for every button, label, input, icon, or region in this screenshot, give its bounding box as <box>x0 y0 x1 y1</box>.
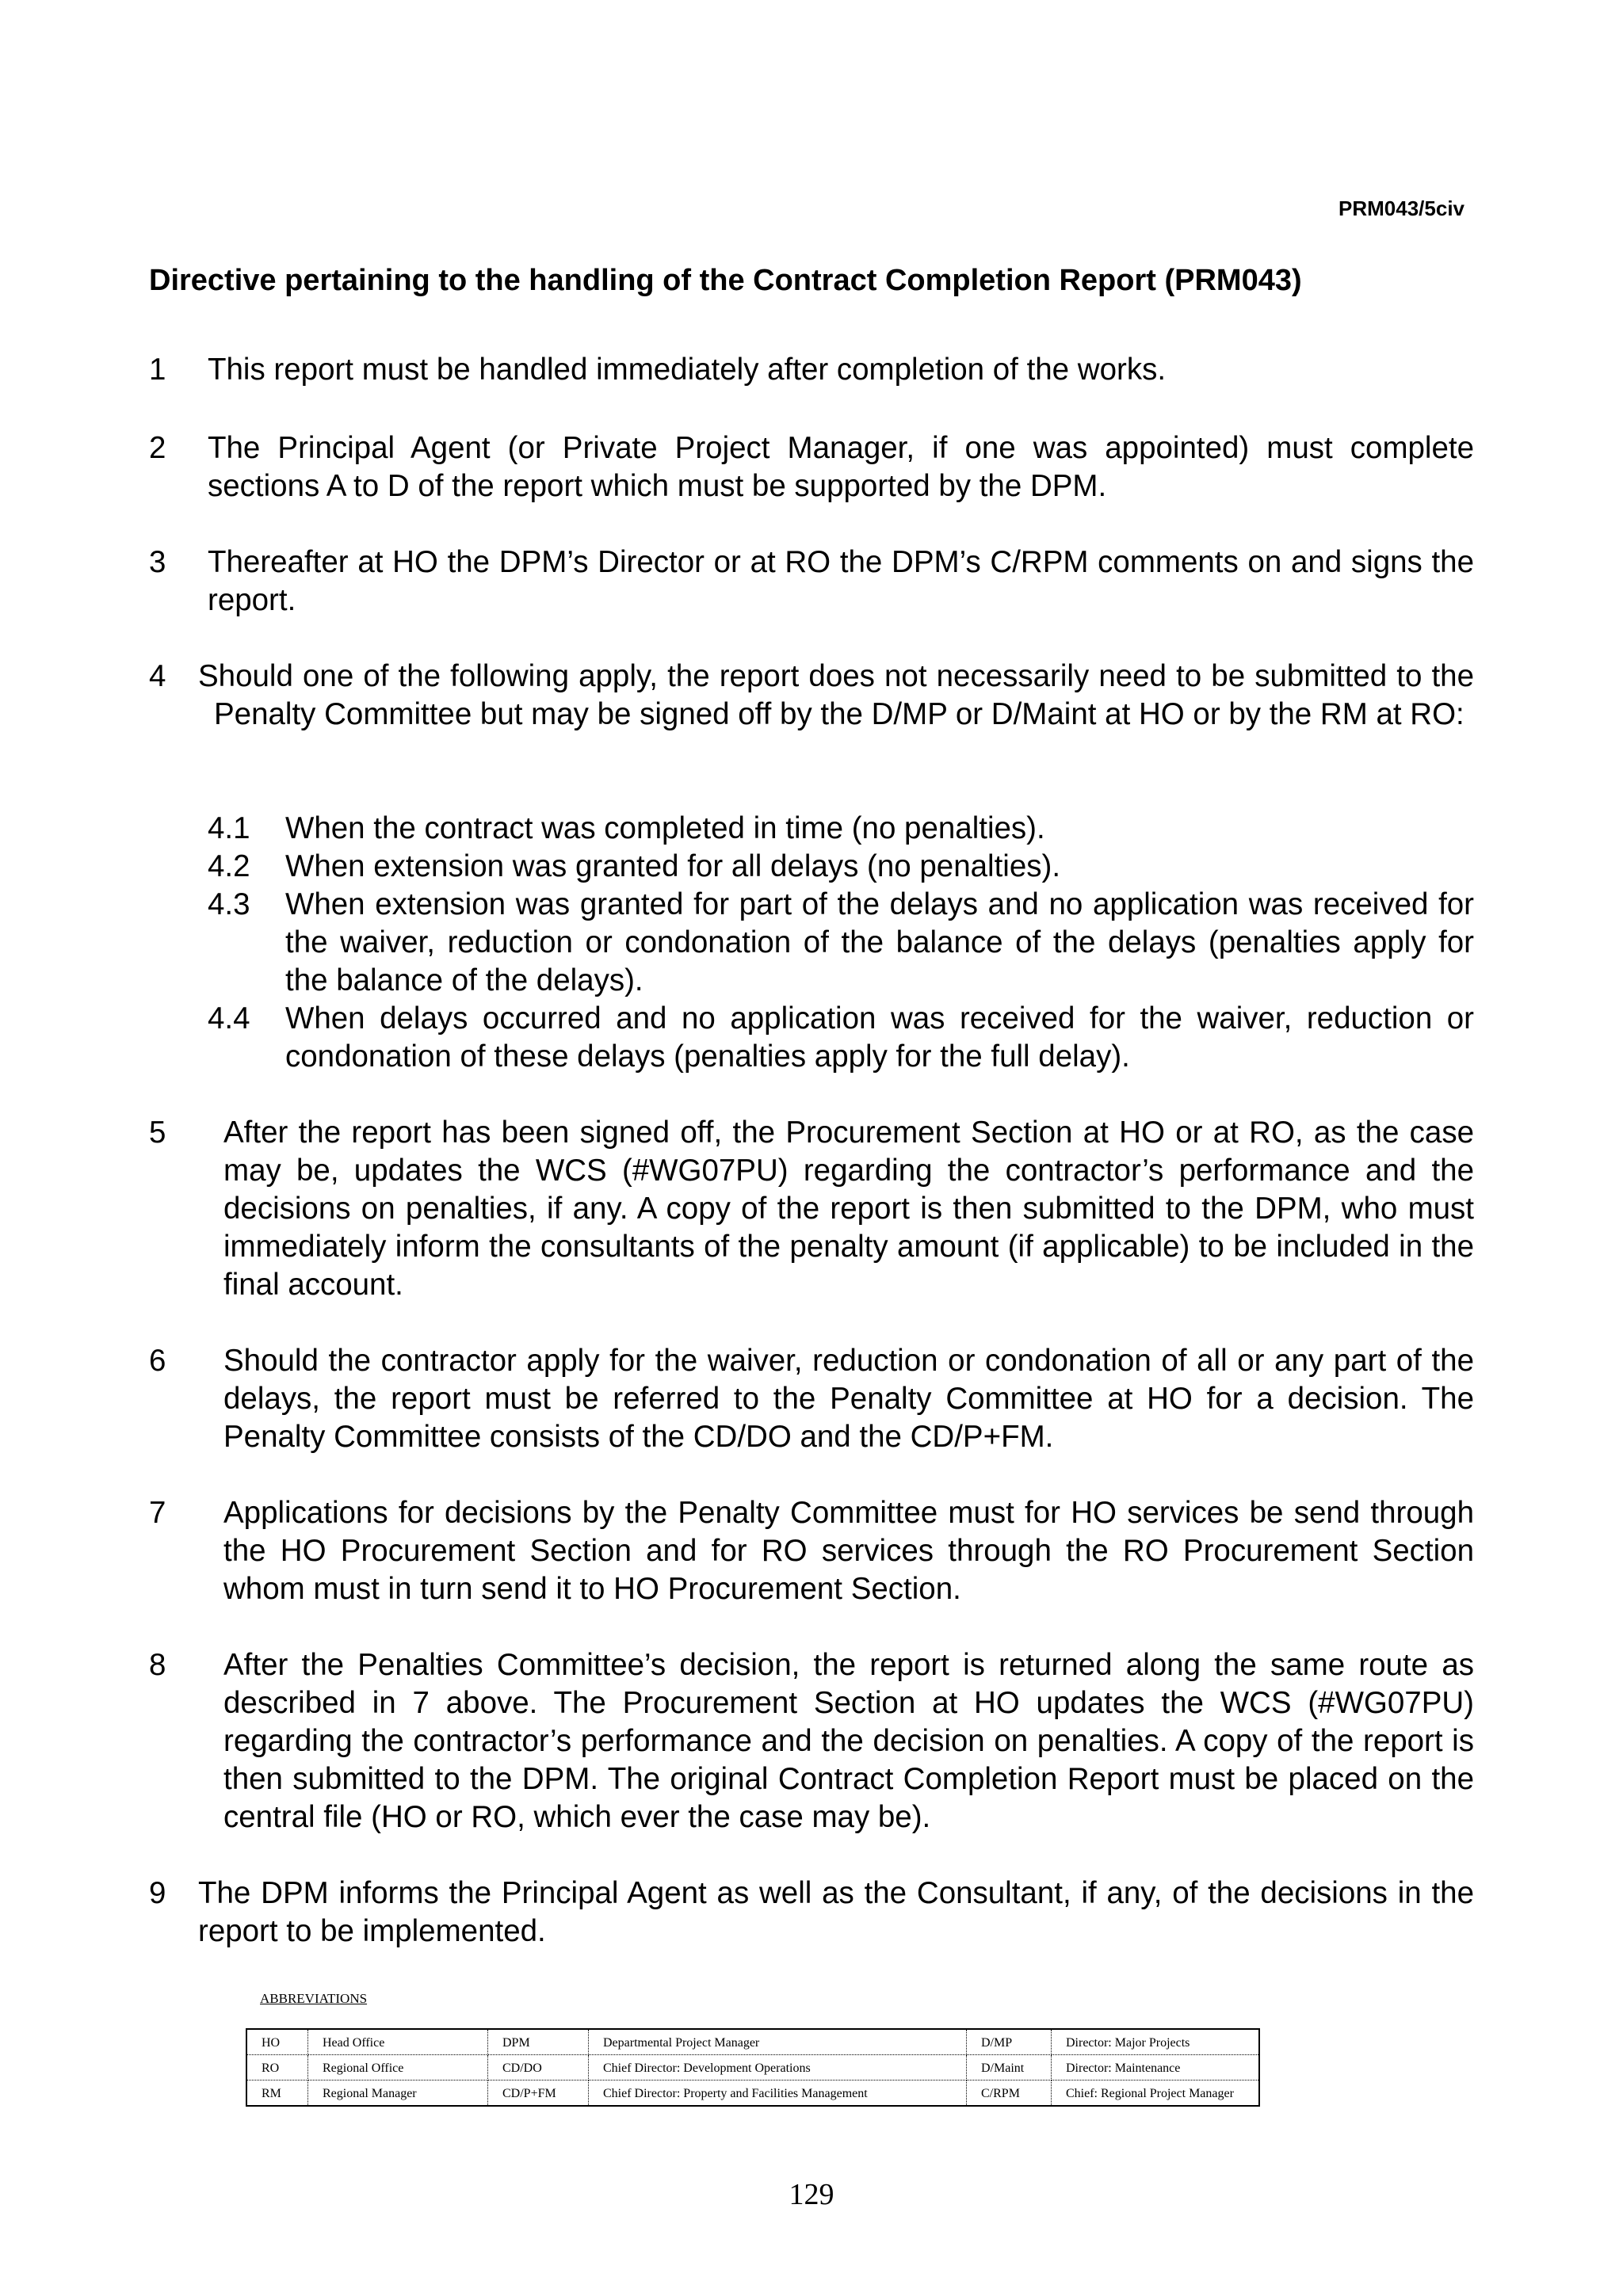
paragraph-text: After the Penalties Committee’s decision, the report is returned along the same route as described in 7 above. The Procurement Section at HO updates the WCS (#WG07PU) regarding the contractor’s performance and the decision on penalties. A copy of the report is then submitted to the DPM. The original Contract Completion Report must be placed on the central file (HO or RO, which ever the case may be). <box>223 1648 1474 1834</box>
meaning-cell: Head Office <box>308 2029 488 2055</box>
meaning-cell: Regional Manager <box>308 2081 488 2107</box>
sub-item-text: When delays occurred and no application was received for the waiver, reduction or condonation of these delays (penalties apply for the full delay). <box>285 1001 1474 1074</box>
sub-item-4-4 <box>208 1000 1474 1076</box>
sub-item-4-1 <box>208 810 1474 848</box>
paragraph-text: The Principal Agent (or Private Project Manager, if one was appointed) must complete sections A to D of the report which must be supported by the DPM. <box>208 431 1474 503</box>
paragraph-text: This report must be handled immediately after completion of the works. <box>208 353 1167 387</box>
meaning-cell: Chief Director: Development Operations <box>589 2055 967 2081</box>
paragraph-text: After the report has been signed off, the Procurement Section at HO or at RO, as the case may be, updates the WCS (#WG07PU) regarding the contractor’s performance and the decisions on penalties, if any. A copy of the report is then submitted to the DPM, who must immediately inform the consultants of the penalty amount (if applicable) to be included in the final account. <box>223 1116 1474 1302</box>
abbreviation-cell: D/Maint <box>967 2055 1052 2081</box>
meaning-cell: Director: Major Projects <box>1052 2029 1260 2055</box>
abbreviations-table <box>246 2028 1260 2107</box>
table-row <box>246 2081 1259 2107</box>
sub-item-number: 4.2 <box>208 849 250 883</box>
sub-item-text: When extension was granted for part of the delays and no application was received for the waiver, reduction or condonation of the balance of the delays (penalties apply for the balance of the delays). <box>285 887 1474 997</box>
page-number: 129 <box>789 2178 834 2211</box>
abbreviations-title: ABBREVIATIONS <box>260 1991 368 2006</box>
paragraph-8 <box>149 1646 1474 1836</box>
table-row <box>246 2055 1259 2081</box>
paragraph-text: Thereafter at HO the DPM’s Director or at RO the DPM’s C/RPM comments on and signs the report. <box>208 545 1474 617</box>
sub-item-number: 4.1 <box>208 811 250 845</box>
paragraph-9 <box>149 1875 1474 1951</box>
paragraph-6 <box>149 1342 1474 1456</box>
abbreviation-cell: RM <box>246 2081 308 2107</box>
sub-item-number: 4.4 <box>208 1001 250 1035</box>
sub-item-text: When extension was granted for all delays (no penalties). <box>285 849 1061 883</box>
abbreviation-cell: D/MP <box>967 2029 1052 2055</box>
paragraph-text: Should one of the following apply, the report does not necessarily need to be submitted to the Penalty Committee but may be signed off by the D/MP or D/Maint at HO or by the RM at RO: <box>198 659 1474 731</box>
paragraph-1 <box>149 351 1474 389</box>
paragraph-number: 8 <box>149 1648 166 1682</box>
meaning-cell: Departmental Project Manager <box>589 2029 967 2055</box>
paragraph-2 <box>149 429 1474 505</box>
paragraph-7 <box>149 1494 1474 1608</box>
meaning-cell: Chief: Regional Project Manager <box>1066 2086 1234 2100</box>
document-reference: PRM043/5civ <box>1338 196 1465 220</box>
sub-item-text: When the contract was completed in time (no penalties). <box>285 811 1045 845</box>
paragraph-number: 7 <box>149 1496 166 1530</box>
abbreviation-cell: DPM <box>488 2029 589 2055</box>
meaning-cell: Chief Director: Property and Facilities Management <box>589 2081 967 2107</box>
meaning-cell: Regional Office <box>308 2055 488 2081</box>
sub-item-number: 4.3 <box>208 887 250 921</box>
paragraph-text: Applications for decisions by the Penalty Committee must for HO services be send through the HO Procurement Section and for RO services through the RO Procurement Section whom must in turn send it to HO Procurement Section. <box>223 1496 1474 1606</box>
abbreviation-cell: CD/DO <box>488 2055 589 2081</box>
table-row <box>246 2029 1259 2055</box>
paragraph-number: 2 <box>149 431 166 465</box>
paragraph-number: 3 <box>149 545 166 579</box>
paragraph-5 <box>149 1114 1474 1304</box>
paragraph-3 <box>149 543 1474 620</box>
paragraph-text: Should the contractor apply for the waiver, reduction or condonation of all or any part of the delays, the report must be referred to the Penalty Committee at HO for a decision. The Penalty Committee consists of the CD/DO and the CD/P+FM. <box>223 1344 1474 1454</box>
abbreviation-cell: C/RPM <box>967 2081 1052 2107</box>
sub-item-4-3 <box>208 886 1474 1000</box>
paragraph-number: 1 <box>149 353 166 387</box>
paragraph-number: 6 <box>149 1344 166 1378</box>
paragraph-number: 9 <box>149 1876 166 1910</box>
meaning-cell: Director: Maintenance <box>1052 2055 1260 2081</box>
paragraph-4 <box>149 658 1474 734</box>
abbreviation-cell: RO <box>246 2055 308 2081</box>
paragraph-number: 4 <box>149 659 166 693</box>
sub-item-4-2 <box>208 848 1474 886</box>
abbreviation-cell: HO <box>246 2029 308 2055</box>
document-title: Directive pertaining to the handling of the Contract Completion Report (PRM043) <box>149 264 1302 297</box>
abbreviation-cell: CD/P+FM <box>488 2081 589 2107</box>
paragraph-text: The DPM informs the Principal Agent as well as the Consultant, if any, of the decisions in the report to be implemented. <box>198 1876 1474 1948</box>
paragraph-number: 5 <box>149 1116 166 1150</box>
